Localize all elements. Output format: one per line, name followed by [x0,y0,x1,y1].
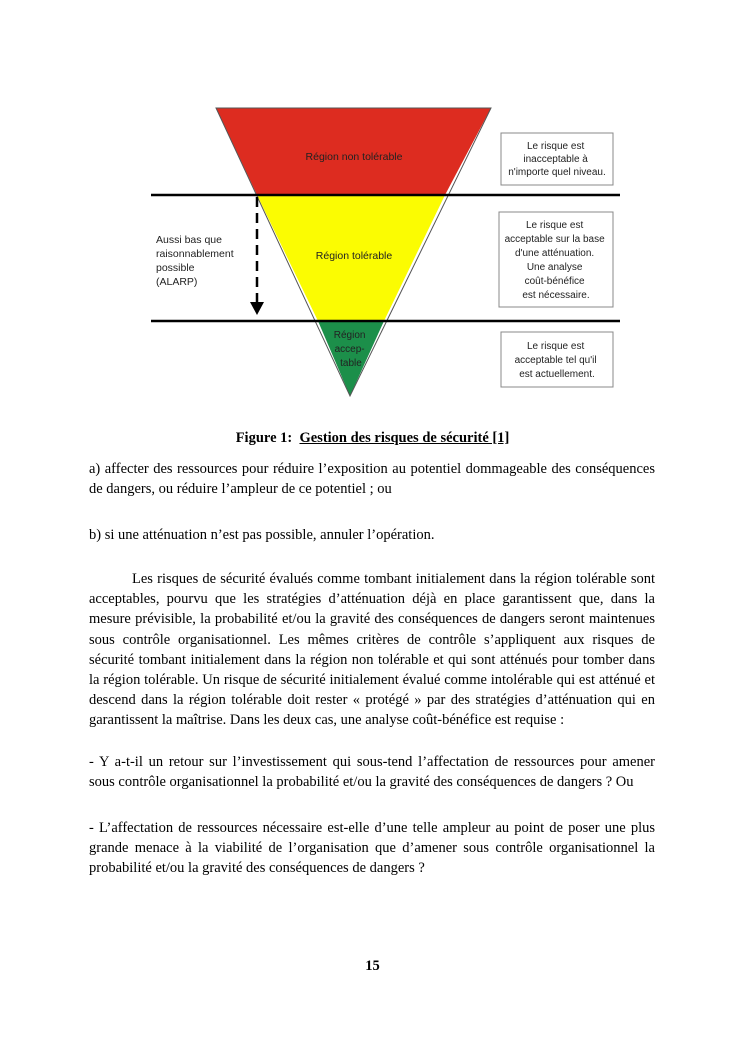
paragraph-a: a) affecter des ressources pour réduire l’exposition au potentiel dommageable des conséquences de dangers, ou réduire l’ampleur de ce potentiel ; ou [89,461,655,498]
paragraph-main: Les risques de sécurité évalués comme tombant initialement dans la région tolérable sont acceptables, pourvu que les stratégies d’atténuation déjà en place garantissent que, dans la mesure prévisible, la probabilité et/ou la gravité des conséquences de dangers seront maintenues sous contrôle organisationnel. Les mêmes critères de contrôle s’appliquent aux risques de sécurité tombant initialement dans la région non tolérable et qui sont atténués pour tomber dans la région tolérable. Un risque de sécurité initialement évalué comme intolérable qui est atténué et descend dans la région tolérable doit rester « protégé » par des stratégies d’atténuation qui en garantissent la maîtrise. Dans les deux cas, une analyse coût-bénéfice est requise : [89,571,655,729]
page-number: 15 [365,958,380,974]
paragraph-question-2: - L’affectation de ressources nécessaire est-elle d’une telle ampleur au point de poser une plus grande menace à la viabilité de l’organisation que d’amener sous contrôle organisationnel la probabilité et/ou la gravité des conséquences de dangers ? [89,820,655,877]
risk-triangle-diagram [0,0,745,410]
acceptable-region-label: Région accep- table [333,330,366,369]
tolerable-region-label: Région tolérable [315,250,393,262]
alarp-arrow-head-icon [250,302,264,315]
box-bottom-text: Le risque est acceptable tel qu'il est actuellement. [514,341,597,380]
paragraph-b: b) si une atténuation n’est pas possible, annuler l’opération. [89,527,435,543]
box-top-text: Le risque est inacceptable à n'importe quel niveau. [508,141,606,178]
paragraph-question-1: - Y a-t-il un retour sur l’investissement qui sous-tend l’affectation de ressources pour amener sous contrôle organisationnel la probabilité et/ou la gravité des conséquences de dangers ? Ou [89,754,655,791]
caption-title: Gestion des risques de sécurité [1] [299,430,510,446]
alarp-label: Aussi bas que raisonnablement possible (ALARP) [156,234,234,288]
box-middle-text: Le risque est acceptable sur la base d'une atténuation. Une analyse coût-bénéfice est nécessaire. [504,220,605,301]
figure-caption [0,430,745,447]
caption-label: Figure 1: [235,430,293,446]
unacceptable-region-label: Région non tolérable [305,151,403,163]
